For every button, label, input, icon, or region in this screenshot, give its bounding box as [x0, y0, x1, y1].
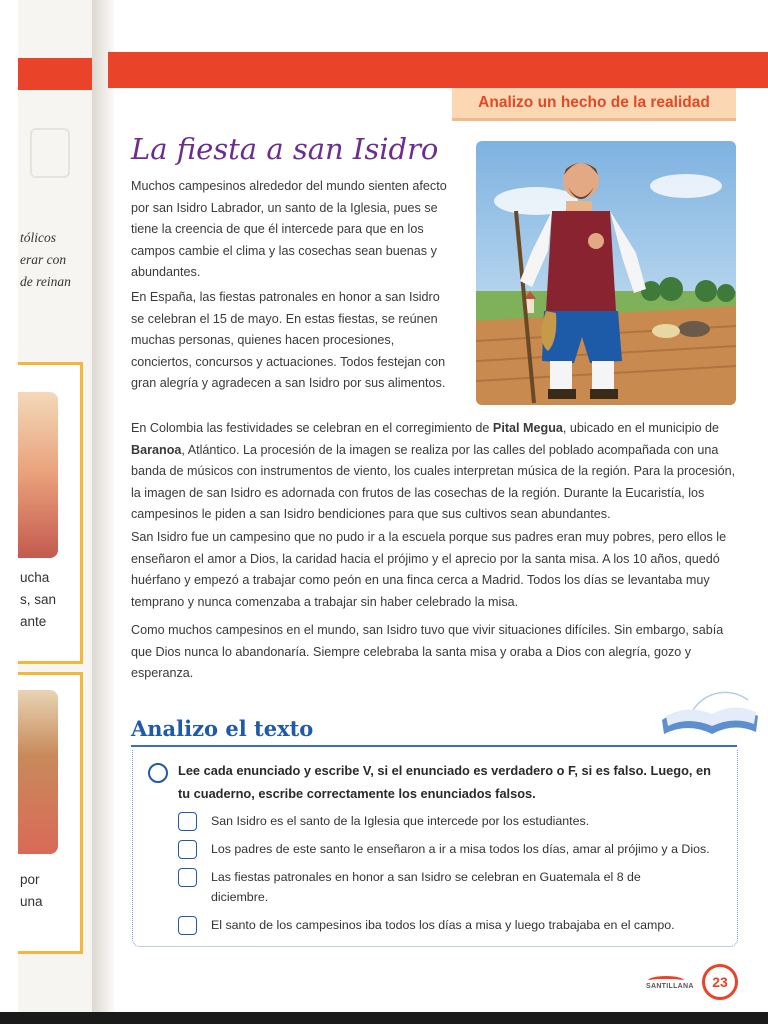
circle-marker-icon: [148, 763, 168, 783]
left-fragment: de reinan: [20, 274, 71, 289]
answer-checkbox[interactable]: [178, 840, 197, 859]
page-title: La fiesta a san Isidro: [131, 132, 439, 166]
left-illustration: [18, 690, 58, 854]
left-fragment: ante: [20, 614, 47, 629]
book-icon: [660, 686, 760, 742]
header-band: [108, 52, 768, 88]
page-edge: [0, 0, 18, 1024]
left-fragment: ucha: [20, 570, 50, 585]
left-fragment: una: [20, 894, 43, 909]
statement-text: Las fiestas patronales en honor a san Isidro se celebran en Guatemala el 8 de diciembre.: [211, 870, 641, 904]
paragraph-colombia: En Colombia las festividades se celebran en el corregimiento de Pital Megua, ubicado en el municipio de Baranoa, Atlántico. La procesión de la imagen se realiza por las calles del poblado acompañada con una banda de músicos con instrumentos de viento, los cuales interpretan música de la región. Para la procesión, la imagen de san Isidro es adornada con frutos de las cosechas de la región. Durante la Eucaristía, los campesinos le piden a san Isidro bendiciones para que sus cultivos sean abundantes.: [131, 421, 736, 521]
page-number: 23: [702, 964, 738, 1000]
left-fragment: erar con: [20, 252, 67, 267]
left-fragment: tólicos: [20, 230, 56, 245]
left-fragment: s, san: [20, 592, 57, 607]
statement-text: El santo de los campesinos iba todos los días a misa y luego trabajaba en el campo.: [211, 918, 675, 932]
statement-text: Los padres de este santo le enseñaron a ir a misa todos los días, amar al prójimo y a Dios.: [211, 842, 710, 856]
paragraph-intro: Muchos campesinos alrededor del mundo sienten afecto por san Isidro Labrador, un santo de la Iglesia, pues se tiene la creencia de que él intercede para que en los campos cambie el clima y las cosechas sean buenas y abundantes.: [131, 179, 447, 279]
notebook-icon: [30, 128, 70, 178]
place-name: Pital Megua: [492, 421, 563, 435]
paragraph-spain: En España, las fiestas patronales en honor a san Isidro se celebran el 15 de mayo. En estas fiestas, se reúnen muchas personas, quienes hacen procesiones, conciertos, concursos y actuaciones. Todos festejan con gran alegría y agradecen a san Isidro por sus alimentos.: [131, 290, 446, 390]
heading-underline: [131, 745, 737, 747]
paragraph-conclusion: Como muchos campesinos en el mundo, san Isidro tuvo que vivir situaciones difíciles. Sin embargo, sabía que Dios nunca lo abandonaría. Siempre celebraba la santa misa y oraba a Dios con alegría, gozo y esperanza.: [131, 623, 724, 680]
answer-checkbox[interactable]: [178, 812, 197, 831]
activity-instruction: Lee cada enunciado y escribe V, si el enunciado es verdadero o F, si es falso. Luego, en tu cuaderno, escribe correctamente los enunciados falsos.: [178, 763, 711, 801]
answer-checkbox[interactable]: [178, 916, 197, 935]
paragraph-biography: San Isidro fue un campesino que no pudo ir a la escuela porque sus padres eran muy pobres, pero ellos le enseñaron el amor a Dios, la caridad hacia el prójimo y el aprecio por la santa misa. A los 10 años, quedó huérfano y empezó a trabajar como peón en una finca cerca a Madrid. Todos los días se levantaba muy temprano y nunca comenzaba a trabajar sin haber celebrado la misa.: [131, 530, 727, 609]
left-fragment: por: [20, 872, 40, 887]
left-header-band: [18, 58, 100, 90]
statement-text: San Isidro es el santo de la Iglesia que intercede por los estudiantes.: [211, 814, 590, 828]
san-isidro-illustration: [476, 141, 736, 405]
publisher-name: SANTILLANA: [646, 983, 694, 990]
book-gutter: [92, 0, 114, 1024]
answer-checkbox[interactable]: [178, 868, 197, 887]
section-tag: Analizo un hecho de la realidad: [452, 88, 736, 121]
scan-shadow: [0, 1012, 768, 1024]
left-illustration: [18, 392, 58, 558]
section-heading: Analizo el texto: [131, 716, 314, 741]
place-name: Baranoa: [131, 442, 182, 457]
